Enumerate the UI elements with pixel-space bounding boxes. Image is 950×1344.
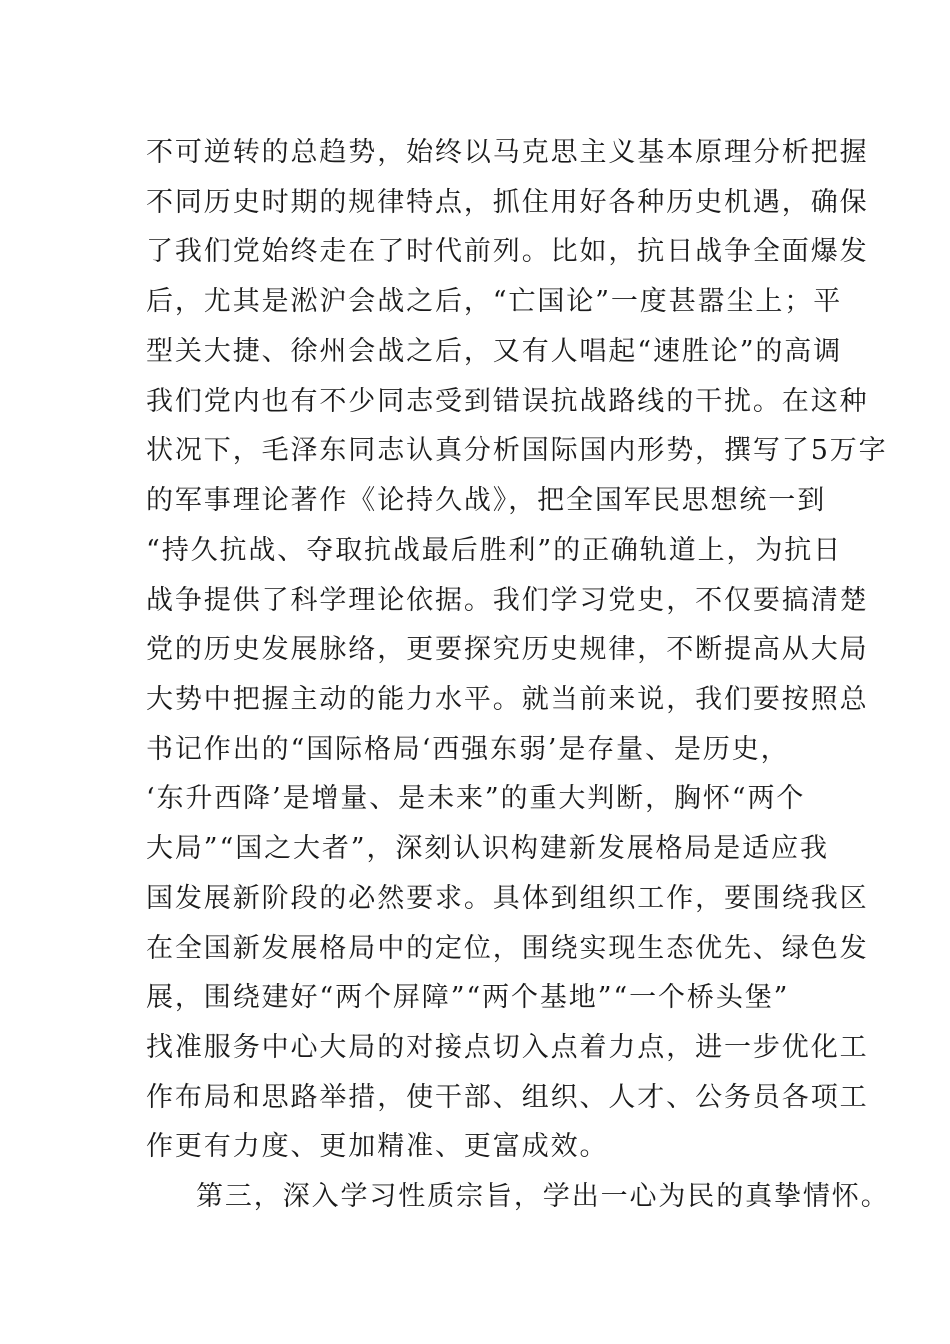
text-line-11: 党的历史发展脉络，更要探究历史规律，不断提高从大局	[146, 634, 869, 665]
text-line-3: 了我们党始终走在了时代前列。比如，抗日战争全面爆发	[146, 236, 869, 267]
text-line-20: 作布局和思路举措，使干部、组织、人才、公务员各项工	[146, 1082, 869, 1113]
section-heading-line: 第三，深入学习性质宗旨，学出一心为民的真挚情怀。	[196, 1181, 890, 1212]
text-line-19: 找准服务中心大局的对接点切入点着力点，进一步优化工	[146, 1032, 869, 1063]
text-line-2: 不同历史时期的规律特点，抓住用好各种历史机遇，确保	[146, 187, 869, 218]
text-line-21: 作更有力度、更加精准、更富成效。	[146, 1131, 609, 1162]
text-line-12: 大势中把握主动的能力水平。就当前来说，我们要按照总	[146, 684, 869, 715]
text-line-6: 我们党内也有不少同志受到错误抗战路线的干扰。在这种	[146, 386, 869, 417]
text-line-8: 的军事理论著作《论持久战》，把全国军民思想统一到	[146, 485, 827, 516]
text-line-1: 不可逆转的总趋势，始终以马克思主义基本原理分析把握	[146, 137, 869, 168]
text-line-7: 状况下，毛泽东同志认真分析国际国内形势，撰写了5万字	[146, 435, 888, 466]
text-line-13: 书记作出的“国际格局‘西强东弱’是存量、是历史，	[146, 734, 790, 765]
text-line-18: 展，围绕建好“两个屏障”“两个基地”“一个桥头堡”	[146, 982, 790, 1013]
text-line-5: 型关大捷、徐州会战之后，又有人唱起“速胜论”的高调	[146, 336, 843, 367]
text-line-15: 大局”“国之大者”，深刻认识构建新发展格局是适应我	[146, 833, 829, 864]
text-line-4: 后，尤其是淞沪会战之后，“亡国论”一度甚嚣尘上；平	[146, 286, 843, 317]
text-line-10: 战争提供了科学理论依据。我们学习党史，不仅要搞清楚	[146, 585, 869, 616]
text-line-14: ‘东升西降’是增量、是未来”的重大判断，胸怀“两个	[146, 783, 806, 814]
text-line-9: “持久抗战、夺取抗战最后胜利”的正确轨道上，为抗日	[146, 535, 843, 566]
text-line-17: 在全国新发展格局中的定位，围绕实现生态优先、绿色发	[146, 933, 869, 964]
text-line-16: 国发展新阶段的必然要求。具体到组织工作，要围绕我区	[146, 883, 869, 914]
